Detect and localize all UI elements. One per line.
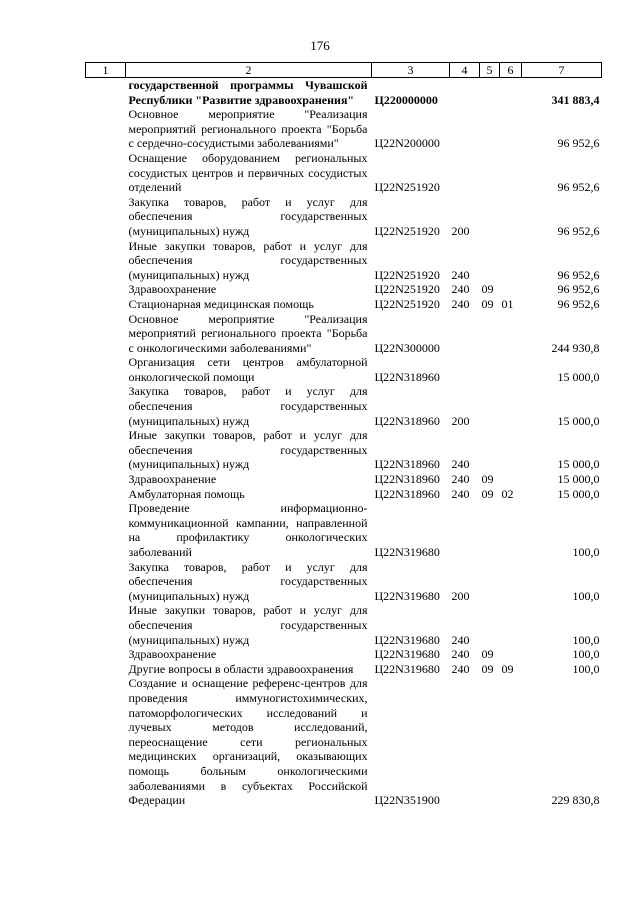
column-header-3: 3 (372, 63, 450, 78)
row-subsection (500, 428, 522, 472)
row-expense-type: 240 (451, 486, 470, 501)
table-row (86, 355, 602, 384)
row-code: Ц22N319680 (374, 647, 440, 662)
row-section (480, 676, 500, 807)
row-amount: 15 000,0 (557, 472, 600, 487)
row-section (480, 239, 500, 283)
cell-col1 (86, 603, 126, 647)
row-code: Ц22N251920 (374, 267, 440, 282)
row-amount: 100,0 (572, 588, 600, 603)
table-row (86, 676, 602, 807)
row-expense-type: 200 (451, 223, 470, 238)
row-subsection (500, 560, 522, 604)
row-section (480, 428, 500, 472)
cell-col1 (86, 195, 126, 239)
row-code: Ц22N318960 (374, 486, 440, 501)
cell-col1 (86, 647, 126, 662)
row-section (480, 312, 500, 356)
cell-col1 (86, 355, 126, 384)
row-amount: 15 000,0 (557, 457, 600, 472)
row-expense-type (450, 355, 480, 384)
row-name: Оснащение оборудованием региональных сосудистых центров и первичных сосудистых отделений (128, 150, 368, 195)
row-section (480, 355, 500, 384)
row-section: 09 (481, 661, 494, 676)
row-section: 09 (481, 486, 494, 501)
table-row (86, 501, 602, 559)
row-amount: 15 000,0 (557, 413, 600, 428)
row-code: Ц22N251920 (374, 282, 440, 297)
table-row (86, 384, 602, 428)
row-expense-type: 240 (451, 647, 470, 662)
row-name: Здравоохранение (128, 472, 217, 487)
table-row (86, 312, 602, 356)
row-code: Ц22N319680 (374, 661, 440, 676)
row-code: Ц22N318960 (374, 472, 440, 487)
budget-rows (86, 78, 602, 808)
row-amount: 244 930,8 (551, 340, 600, 355)
cell-col1 (86, 662, 126, 677)
row-name: Здравоохранение (128, 647, 217, 662)
row-code: Ц22N200000 (374, 136, 440, 151)
cell-col1 (86, 282, 126, 297)
row-subsection (500, 195, 522, 239)
row-amount: 100,0 (572, 647, 600, 662)
row-name: Создание и оснащение референс-центров для проведения иммуногистохимических, патоморфологических исследований и лучевых методов исследований, переоснащение сети региональных медицинских организаций, оказывающих помощь больным онкологическими заболеваниями в субъектах Российской Федерации (128, 676, 368, 808)
table-row (86, 603, 602, 647)
row-subsection (500, 472, 522, 487)
row-expense-type (450, 107, 480, 151)
row-subsection (500, 647, 522, 662)
column-header-5: 5 (480, 63, 500, 78)
row-expense-type (450, 151, 480, 195)
cell-col1 (86, 151, 126, 195)
row-subsection (500, 107, 522, 151)
row-name: Иные закупки товаров, работ и услуг для обеспечения государственных (муниципальных) нужд (128, 428, 368, 472)
row-name: Амбулаторная помощь (128, 486, 245, 501)
cell-col1 (86, 428, 126, 472)
row-amount: 96 952,6 (557, 136, 600, 151)
row-expense-type: 240 (451, 296, 470, 311)
table-row (86, 107, 602, 151)
row-expense-type: 240 (451, 632, 470, 647)
row-name: Стационарная медицинская помощь (128, 296, 314, 311)
row-subsection (500, 501, 522, 559)
row-code: Ц22N351900 (374, 793, 440, 808)
row-expense-type: 240 (451, 457, 470, 472)
row-name: Иные закупки товаров, работ и услуг для обеспечения государственных (муниципальных) нужд (128, 603, 368, 647)
row-section: 09 (481, 647, 494, 662)
page-number: 176 (310, 38, 330, 53)
row-amount: 96 952,6 (557, 296, 600, 311)
cell-col1 (86, 472, 126, 487)
row-section (480, 107, 500, 151)
row-subsection (500, 312, 522, 356)
row-amount: 341 883,4 (551, 92, 600, 107)
column-header-4: 4 (450, 63, 480, 78)
column-header-1: 1 (86, 63, 126, 78)
column-header-2: 2 (126, 63, 372, 78)
row-section: 09 (481, 282, 494, 297)
row-name: Основное мероприятие "Реализация мероприятий регионального проекта "Борьба с онкологическими заболеваниями" (128, 311, 368, 355)
row-name: Закупка товаров, работ и услуг для обеспечения государственных (муниципальных) нужд (128, 194, 368, 238)
table-row (86, 472, 602, 487)
table-row (86, 647, 602, 662)
cell-col1 (86, 384, 126, 428)
row-code: Ц220000000 (374, 92, 438, 107)
table-row (86, 297, 602, 312)
cell-col1 (86, 560, 126, 604)
column-numbers-row (86, 63, 602, 78)
row-code: Ц22N251920 (374, 180, 440, 195)
row-section (480, 560, 500, 604)
cell-col1 (86, 297, 126, 312)
row-amount: 96 952,6 (557, 267, 600, 282)
column-header-7: 7 (522, 63, 602, 78)
row-name: Организация сети центров амбулаторной онкологической помощи (128, 355, 368, 384)
table-row (86, 487, 602, 502)
cell-col1 (86, 501, 126, 559)
row-amount: 100,0 (572, 661, 600, 676)
row-subsection (500, 384, 522, 428)
row-subsection (500, 239, 522, 283)
row-expense-type: 200 (451, 588, 470, 603)
row-section (480, 384, 500, 428)
table-row (86, 151, 602, 195)
row-subsection (500, 151, 522, 195)
row-amount: 96 952,6 (557, 223, 600, 238)
budget-table (85, 62, 602, 808)
row-expense-type (450, 78, 480, 108)
row-code: Ц22N318960 (374, 369, 440, 384)
row-code: Ц22N318960 (374, 457, 440, 472)
row-name: государственной программы Чувашской Республики "Развитие здравоохранения" (128, 78, 368, 107)
row-subsection: 01 (501, 296, 514, 311)
table-row (86, 78, 602, 108)
table-row (86, 428, 602, 472)
table-row (86, 662, 602, 677)
row-subsection: 02 (501, 486, 514, 501)
row-code: Ц22N300000 (374, 340, 440, 355)
row-expense-type: 240 (451, 267, 470, 282)
row-name: Основное мероприятие "Реализация мероприятий регионального проекта "Борьба с сердечно-сосудистыми заболеваниями" (128, 107, 368, 151)
row-amount: 96 952,6 (557, 180, 600, 195)
row-subsection: 09 (501, 661, 514, 676)
row-expense-type: 240 (451, 472, 470, 487)
row-expense-type (450, 501, 480, 559)
table-row (86, 239, 602, 283)
row-code: Ц22N319680 (374, 588, 440, 603)
row-code: Ц22N319680 (374, 632, 440, 647)
row-section: 09 (481, 472, 494, 487)
row-code: Ц22N319680 (374, 545, 440, 559)
row-expense-type: 240 (451, 661, 470, 676)
row-section (480, 78, 500, 108)
row-subsection (500, 355, 522, 384)
table-row (86, 195, 602, 239)
cell-col1 (86, 312, 126, 356)
row-amount: 96 952,6 (557, 282, 600, 297)
column-header-6: 6 (500, 63, 522, 78)
row-amount: 15 000,0 (557, 486, 600, 501)
table-row (86, 560, 602, 604)
row-section: 09 (481, 296, 494, 311)
row-amount: 100,0 (572, 545, 600, 559)
row-code: Ц22N318960 (374, 413, 440, 428)
table-row (86, 282, 602, 297)
row-subsection (500, 282, 522, 297)
row-section (480, 151, 500, 195)
row-name: Закупка товаров, работ и услуг для обеспечения государственных (муниципальных) нужд (128, 559, 368, 603)
cell-col1 (86, 239, 126, 283)
row-subsection (500, 676, 522, 807)
row-name: Закупка товаров, работ и услуг для обеспечения государственных (муниципальных) нужд (128, 384, 368, 428)
cell-col1 (86, 676, 126, 807)
row-expense-type (450, 312, 480, 356)
row-section (480, 501, 500, 559)
row-name: Здравоохранение (128, 282, 217, 297)
row-amount: 100,0 (572, 632, 600, 647)
row-amount: 229 830,8 (551, 793, 600, 808)
row-code: Ц22N251920 (374, 223, 440, 238)
row-code: Ц22N251920 (374, 296, 440, 311)
row-expense-type: 240 (451, 282, 470, 297)
row-subsection (500, 78, 522, 108)
row-section (480, 603, 500, 647)
cell-col1 (86, 107, 126, 151)
row-name: Другие вопросы в области здравоохранения (128, 661, 354, 676)
row-name: Проведение информационно-коммуникационной кампании, направленной на профилактику онкологических заболеваний (128, 501, 368, 559)
row-section (480, 195, 500, 239)
row-expense-type (450, 676, 480, 807)
row-name: Иные закупки товаров, работ и услуг для обеспечения государственных (муниципальных) нужд (128, 238, 368, 282)
cell-col1 (86, 78, 126, 108)
cell-col1 (86, 487, 126, 502)
row-expense-type: 200 (451, 413, 470, 428)
row-amount: 15 000,0 (557, 369, 600, 384)
row-subsection (500, 603, 522, 647)
